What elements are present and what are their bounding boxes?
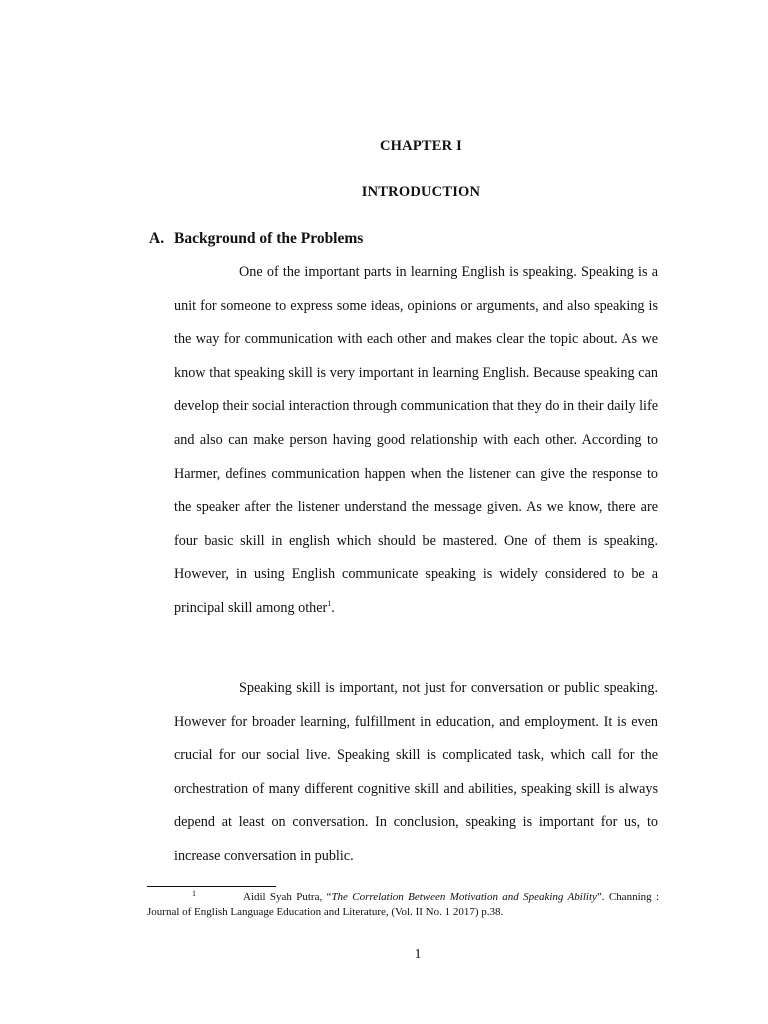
footnote-reference[interactable]: 1: [327, 598, 332, 608]
paragraph-2-text: Speaking skill is important, not just for conversation or public speaking. However for broader learning, fulfillment in education, and employment. It is even crucial for our social live. Speaking skill is complicated task, which call for the orchestration of many different cognitive skill and abilities, speaking skill is always depend at least on conversation. In conclusion, speaking is important for us, to increase conversation in public.: [174, 680, 658, 864]
paragraph-1-text: One of the important parts in learning English is speaking. Speaking is a unit for someone to express some ideas, opinions or arguments, and also speaking is the way for communication with each other and makes clear the topic about. As we know that speaking skill is very important in learning English. Because speaking can develop their social interaction through communication that they do in their daily life and also can make person having good relationship with each other. According to Harmer, defines communication happen when the listener can give the response to the speaker after the listener understand the message given. As we know, there are four basic skill in english which should be mastered. One of them is speaking. However, in using English communicate speaking is widely considered to be a principal skill among other: [174, 264, 658, 616]
paragraph-2: [174, 672, 658, 874]
footnote-author: Aidil Syah Putra, “: [243, 891, 332, 903]
paragraph-1: [174, 256, 658, 626]
footnote: [147, 890, 659, 920]
footnote-title: The Correlation Between Motivation and Speaking Ability: [331, 891, 597, 903]
footnote-separator: [147, 886, 276, 887]
section-letter: A.: [149, 230, 165, 247]
footnote-rest: ”. Channing : Journal of English Language Education and Literature, (Vol. II No. 1 2017) p.38.: [147, 891, 659, 918]
chapter-label: CHAPTER I: [380, 138, 462, 154]
section-heading-text: Background of the Problems: [174, 230, 364, 247]
paragraph-1-end: .: [331, 599, 335, 616]
page-number: 1: [414, 947, 422, 962]
chapter-title: INTRODUCTION: [361, 184, 481, 200]
section-heading: [149, 230, 363, 248]
footnote-number: 1: [192, 889, 196, 898]
